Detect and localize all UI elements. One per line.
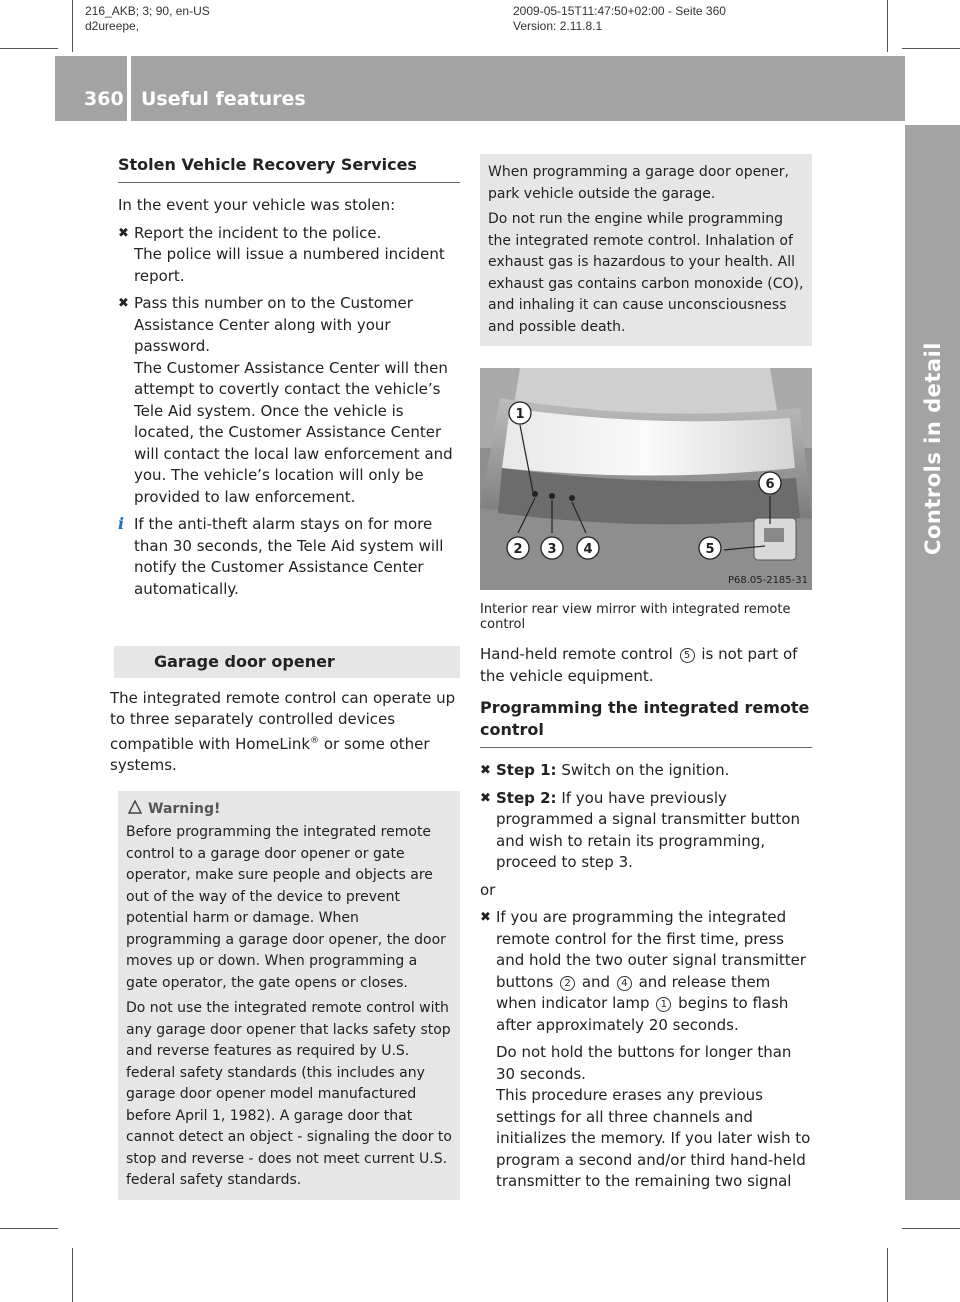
handheld-text: Hand-held remote control — [480, 645, 678, 663]
first-text-part: and — [577, 972, 615, 991]
info-note — [118, 514, 460, 600]
section-heading-garage: Garage door opener — [114, 646, 460, 678]
callout-ref: 2 — [560, 976, 575, 991]
crop-mark — [0, 48, 58, 49]
meta-line: 2009-05-15T11:47:50+02:00 - Seite 360 — [513, 4, 726, 18]
crop-mark — [887, 0, 888, 52]
first-text-part: begins to flash after approximately 20 seconds. — [496, 994, 789, 1034]
list-item — [480, 760, 812, 782]
list-item — [480, 788, 812, 874]
callout-label: 6 — [765, 477, 775, 492]
mirror-figure — [480, 368, 812, 590]
crop-mark — [0, 1228, 58, 1229]
page-title: Useful features — [141, 88, 306, 110]
callout-label: 2 — [513, 542, 523, 557]
warning-box — [118, 791, 460, 1200]
callout-ref: 5 — [680, 648, 695, 663]
page-number: 360 — [84, 88, 124, 110]
arrow-bullet-icon: ✖ — [480, 910, 491, 925]
handheld-text: is not part of the vehicle equipment. — [480, 645, 798, 685]
step-text: Switch on the ignition. — [556, 761, 730, 779]
list-item-text: Report the incident to the police. — [134, 223, 382, 242]
box-paragraph: When programming a garage door opener, park vehicle outside the garage. — [488, 164, 789, 202]
first-text-part: and release them when indicator lamp — [496, 972, 771, 1012]
right-column — [480, 154, 812, 1199]
meta-line: d2ureepe, — [85, 19, 140, 33]
callout-label: 3 — [547, 542, 557, 557]
step-text: If you have previously programmed a signal transmitter button and wish to retain its programming, proceed to step 3. — [496, 788, 800, 871]
step-label: Step 2: — [496, 788, 557, 807]
or-text: or — [480, 880, 496, 899]
list-item-text: The police will issue a numbered incident report. — [134, 245, 445, 285]
garage-text-part: The integrated remote control can operate up to three separately controlled devices compatible with HomeLink — [110, 688, 456, 753]
section-heading-stolen: Stolen Vehicle Recovery Services — [118, 154, 460, 183]
crop-mark — [72, 0, 73, 52]
info-icon: i — [118, 514, 125, 533]
print-meta-right — [513, 4, 726, 34]
box-paragraph: Do not run the engine while programming the integrated remote control. Inhalation of exhaust gas is hazardous to your health. All exhaust gas contains carbon monoxide (CO), and inhaling it can cause unconsciousness and possible death. — [488, 211, 804, 335]
registered-mark: ® — [310, 735, 320, 746]
warning-box-continued — [480, 154, 812, 346]
warning-heading — [126, 799, 452, 821]
hold-text: Do not hold the buttons for longer than 30 seconds. — [496, 1043, 792, 1083]
callout-label: 1 — [515, 407, 525, 422]
handheld-note — [480, 644, 812, 687]
list-item — [480, 907, 812, 1193]
arrow-bullet-icon: ✖ — [118, 296, 129, 311]
callout-label: 4 — [583, 542, 593, 557]
arrow-bullet-icon: ✖ — [480, 790, 491, 806]
arrow-bullet-icon: ✖ — [118, 225, 129, 241]
first-time-text — [496, 907, 812, 1036]
info-text: If the anti-theft alarm stays on for more than 30 seconds, the Tele Aid system will notify the Customer Assistance Center automatically. — [134, 515, 444, 598]
section-heading-programming: Programming the integrated remote control — [480, 697, 812, 748]
figure-caption: Interior rear view mirror with integrated remote control — [480, 602, 791, 632]
first-text-part: If you are programming the integrated remote control for the first time, press and hold the two outer signal transmitter buttons — [496, 908, 806, 991]
step-label: Step 1: — [496, 761, 557, 779]
list-item — [118, 293, 460, 508]
print-meta-left — [85, 4, 210, 34]
arrow-bullet-icon: ✖ — [480, 763, 491, 778]
list-item-text: Pass this number on to the Customer Assistance Center along with your password. — [134, 294, 413, 355]
warning-triangle-icon — [128, 800, 142, 814]
figure-code: P68.05-2185-31 — [727, 575, 808, 586]
chapter-sidebar — [905, 125, 960, 1200]
intro-text: In the event your vehicle was stolen: — [118, 196, 396, 214]
garage-text — [110, 688, 460, 777]
callout-ref: 1 — [656, 997, 671, 1012]
warning-title: Warning! — [148, 800, 221, 817]
callout-ref: 4 — [617, 976, 632, 991]
list-item-text: The Customer Assistance Center will then attempt to covertly contact the vehicle’s Tele Aid system. Once the vehicle is located, the Customer Assistance Center will contact the local law enforcement and you. The vehicle’s location will only be provided to law enforcement. — [134, 358, 453, 506]
crop-mark — [887, 1248, 888, 1302]
meta-line: Version: 2.11.8.1 — [513, 19, 603, 33]
warning-paragraph: Do not use the integrated remote control with any garage door opener that lacks safety stop and reverse features as required by U.S. federal safety standards (this includes any garage door opener model manufactured before April 1, 1982). A garage door that cannot detect an object - signaling the door to stop and reverse - does not meet current U.S. federal safety standards. — [126, 1000, 452, 1188]
crop-mark — [72, 1248, 73, 1302]
list-item — [118, 223, 460, 288]
meta-line: 216_AKB; 3; 90, en-US — [85, 4, 210, 18]
erase-text: This procedure erases any previous settings for all three channels and initializes the memory. If you later wish to program a second and/or third hand-held transmitter to the remaining two signal — [496, 1086, 811, 1190]
crop-mark — [902, 48, 960, 49]
crop-mark — [902, 1228, 960, 1229]
left-column — [110, 154, 460, 1200]
warning-paragraph: Before programming the integrated remote control to a garage door opener or gate operator, make sure people and objects are out of the way of the device to prevent potential harm or damage. When programming a garage door opener, the door moves up or down. When programming a gate operator, the gate opens or closes. — [126, 824, 446, 991]
callout-label: 5 — [705, 542, 715, 557]
chapter-label: Controls in detail — [920, 342, 945, 555]
garage-text-part: or some other systems. — [110, 734, 430, 774]
